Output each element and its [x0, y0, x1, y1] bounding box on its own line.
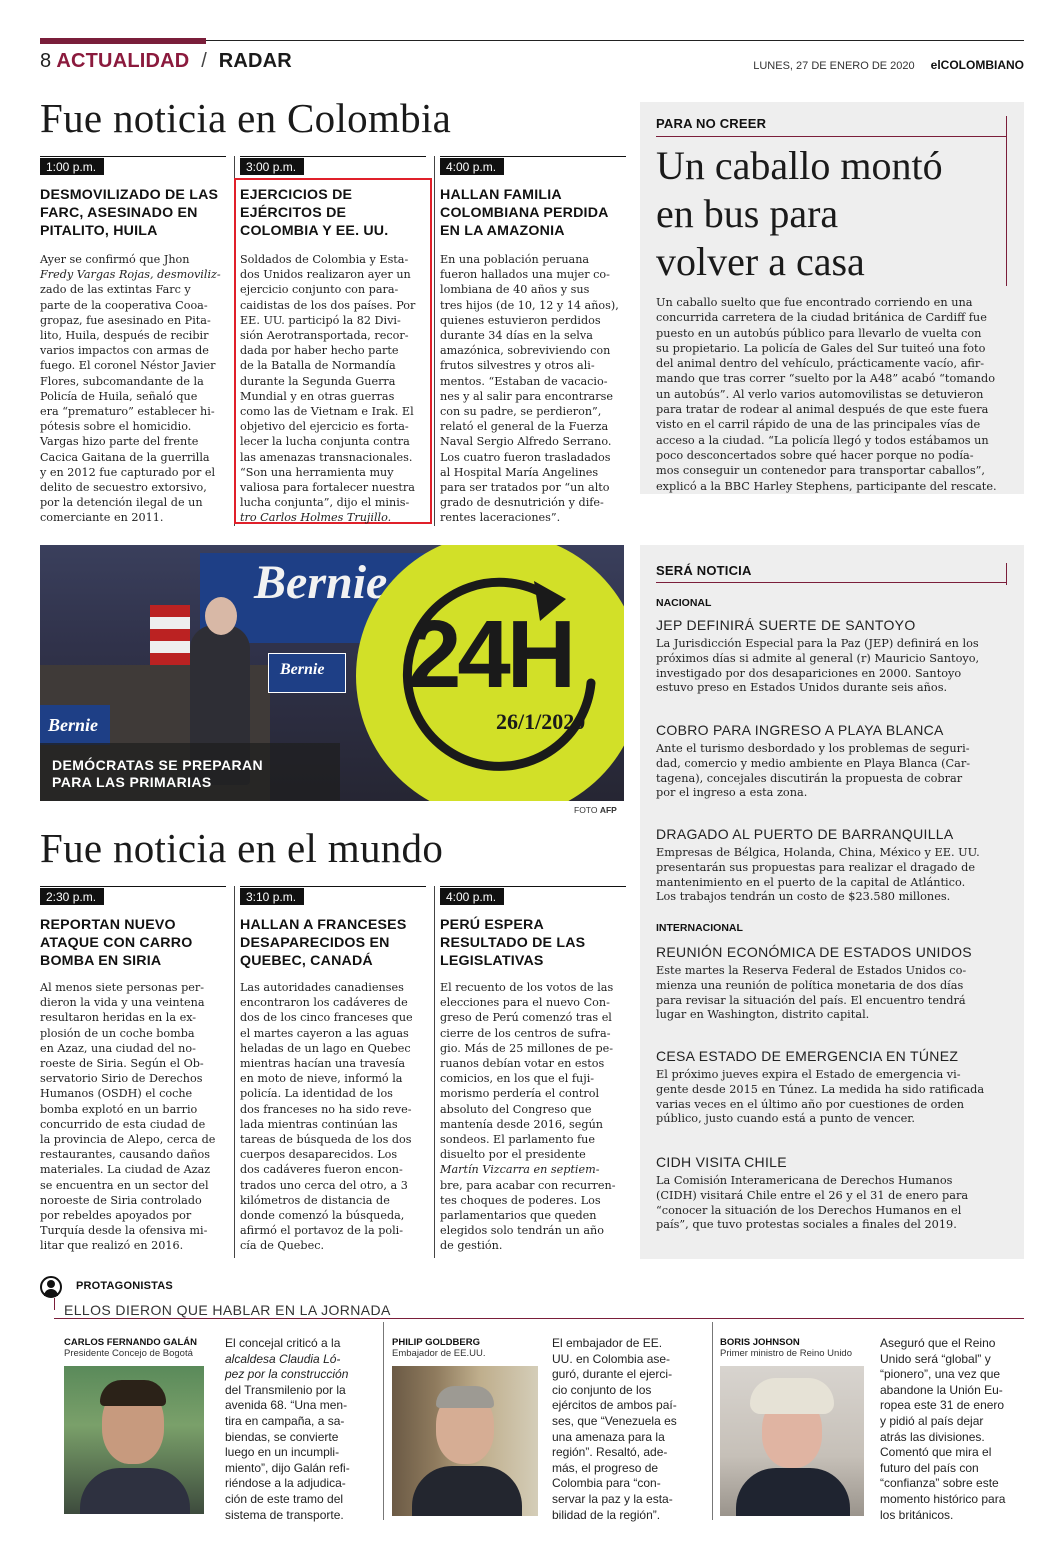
protagonist-card — [392, 1334, 708, 1522]
protagonist-role: Primer ministro de Reino Unido — [720, 1348, 852, 1359]
protagonist-quote: El concejal criticó a la alcaldesa Claudia Ló- pez por la construcción del Transmilenio por la avenida 68. “Una men- tira en campaña, a sa- biendas, se convierte luego en un incumpli- miento”, dijo Galán refi- riéndose a la adjudica- ción de este tramo del sistema de transporte. — [225, 1336, 350, 1522]
headline: REPORTAN NUEVO ATAQUE CON CARRO BOMBA EN SIRIA — [40, 917, 193, 969]
time-tag: 4:00 p.m. — [440, 888, 504, 905]
sera-noticia-label: SERÁ NOTICIA — [656, 563, 752, 578]
para-no-creer-box — [640, 102, 1024, 494]
protagonist-name: PHILIP GOLDBERG — [392, 1337, 480, 1348]
sera-item — [656, 944, 1016, 1023]
article-body: En una población peruana fueron hallados una mujer co- lombiana de 40 años y sus tres hijos (de 10, 12 y 14 años), quienes estuvieron perdidos durante 34 días en la selva amazónica, sobreviviendo con frutos silvestres y otros ali- mentos. “Estaban de vacacio- nes y al salir para encontrarse con su padre, se perdieron”, relató el general de la Fuerza Naval Sergio Alfredo Serrano. Los cuatro fueron trasladados al Hospital María Angelines para ser tratados por “un alto grado de desnutrición y dife- rentes laceraciones”. — [440, 253, 619, 525]
sera-item-body: Este martes la Reserva Federal de Estados Unidos co- mienza una reunión de política monetaria de dos días para revisar la situación del país. El encuentro tendrá lugar en Washington, distrito capital. — [656, 964, 967, 1022]
section-separator: / — [201, 50, 207, 72]
protagonist-photo — [64, 1366, 204, 1514]
protagonist-role: Presidente Concejo de Bogotá — [64, 1348, 193, 1359]
protagonist-divider — [712, 1322, 713, 1520]
time-rule — [440, 886, 626, 887]
time-tag: 2:30 p.m. — [40, 888, 104, 905]
sera-item-title: REUNIÓN ECONÓMICA DE ESTADOS UNIDOS — [656, 944, 972, 960]
label-side-rule — [1006, 116, 1007, 286]
protagonistas-side-rule — [54, 1298, 55, 1310]
article-body: Las autoridades canadienses encontraron los cadáveres de dos de los cinco franceses que el martes cayeron a las aguas heladas de un lago en Quebec mientras hacían una travesía en moto de nieve, informó la policía. La identidad de los dos franceses no ha sido reve- lada mientras continúan las tareas de búsqueda de los dos cuerpos desaparecidos. Los dos cadáveres fueron encon- trados uno cerca del otro, a 3 kilómetros de distancia de donde comenzó la búsqueda, afirmó el portavoz de la poli- cía de Quebec. — [240, 981, 413, 1253]
speaker-head — [205, 597, 237, 635]
sera-item-body: Ante el turismo desbordado y los problemas de seguri- dad, comercio y medio ambiente en Playa Blanca (Car- tagena), concejales discutirán la propuesta de cobrar por el ingreso a esta zona. — [656, 742, 971, 800]
column-divider — [434, 886, 435, 1258]
mundo-col-3 — [440, 886, 626, 1258]
header-accent — [40, 38, 206, 44]
column-divider — [434, 156, 435, 526]
column-divider — [234, 886, 235, 1258]
subsection-name: RADAR — [218, 50, 292, 72]
article-body: Al menos siete personas per- dieron la vida y una veintena resultaron heridas en la ex- plosión de un coche bomba en Azaz, una ciudad del no- roeste de Siria. Según el Ob- servatorio Sirio de Derechos Humanos (OSDH) el coche bomba explotó en un barrio concurrido de esta ciudad de la provincia de Alepo, cerca de restaurantes, causando daños materiales. La ciudad de Azaz se encuentra en un sector del noroeste de Siria controlado por rebeldes apoyados por Turquía desde la ofensiva mi- litar que realizó en 2016. — [40, 981, 216, 1253]
colombia-title: Fue noticia en Colombia — [40, 95, 452, 141]
sera-item-title: CIDH VISITA CHILE — [656, 1154, 787, 1170]
sera-item-body: Empresas de Bélgica, Holanda, China, México y EE. UU. presentarán sus propuestas para realizar el dragado de mantenimiento en el puerto de la capital de Atlántico. Los trabajos tendrán un costo de $23.580 millones. — [656, 846, 980, 904]
colombia-col-2 — [240, 156, 426, 526]
sera-item — [656, 1154, 1016, 1233]
headline: EJERCICIOS DE EJÉRCITOS DE COLOMBIA Y EE. UU. — [240, 187, 389, 239]
badge-date: 26/1/2020 — [496, 709, 586, 734]
colombia-columns — [40, 156, 624, 526]
protagonist-quote: El embajador de EE. UU. en Colombia ase- guró, durante el ejerci- cio conjunto de los ejércitos de ambos paí- ses, que “Venezuela es una amenaza para la región”. Resaltó, ade- más, el progreso de Colombia para “con- servar la paz y la esta- bilidad de la región”. — [552, 1336, 677, 1522]
mundo-col-2 — [240, 886, 426, 1258]
sera-item — [656, 617, 1016, 696]
protagonist-role: Embajador de EE.UU. — [392, 1348, 486, 1359]
section-name: ACTUALIDAD — [56, 50, 190, 72]
sera-item-title: COBRO PARA INGRESO A PLAYA BLANCA — [656, 722, 944, 738]
time-rule — [240, 886, 426, 887]
sera-item — [656, 722, 1016, 801]
protagonist-quote: Aseguró que el Reino Unido será “global” y “pionero”, una vez que abandone la Unión Eu- ropea este 31 de enero y pidió al país dejar atrás las divisiones. Comentó que mira el futuro del país con “confianza” sobre este momento histórico para los británicos. — [880, 1336, 1006, 1522]
photo-credit: FOTO AFP — [574, 805, 617, 815]
header-meta — [753, 58, 1024, 72]
label-rule — [656, 582, 1006, 583]
time-tag: 1:00 p.m. — [40, 158, 104, 175]
mundo-title: Fue noticia en el mundo — [40, 825, 444, 871]
sera-item — [656, 1048, 1016, 1127]
photo-caption: DEMÓCRATAS SE PREPARAN PARA LAS PRIMARIAS — [52, 757, 264, 790]
24h-text: 24H — [408, 601, 573, 708]
time-rule — [240, 156, 426, 157]
protagonistas-subtitle: ELLOS DIERON QUE HABLAR EN LA JORNADA — [64, 1302, 391, 1318]
time-tag: 3:10 p.m. — [240, 888, 304, 905]
protagonist-divider — [383, 1322, 384, 1520]
protagonistas-label: PROTAGONISTAS — [76, 1280, 173, 1292]
page-number: 8 — [40, 50, 52, 72]
mundo-col-1 — [40, 886, 226, 1258]
headline: DESMOVILIZADO DE LAS FARC, ASESINADO EN PITALITO, HUILA — [40, 187, 219, 239]
protagonist-card — [64, 1334, 380, 1522]
sera-item-title: JEP DEFINIRÁ SUERTE DE SANTOYO — [656, 617, 916, 633]
sera-item-body: El próximo jueves expira el Estado de emergencia vi- gente desde 2015 en Túnez. La medida ha sido ratificada varias veces en el último año por cuestiones de orden público, justo cuando está a punto de vencer. — [656, 1068, 985, 1126]
sera-item-body: La Comisión Interamericana de Derechos Humanos (CIDH) visitará Chile entre el 26 y el 31 de enero para “conocer la situación de los Derechos Humanos en el país”, que tuvo protestas sociales a finales del 2019. — [656, 1174, 969, 1232]
sera-item — [656, 826, 1016, 905]
headline: HALLAN FAMILIA COLOMBIANA PERDIDA EN LA AMAZONIA — [440, 187, 609, 239]
mundo-columns — [40, 886, 624, 1258]
time-rule — [440, 156, 626, 157]
protagonist-card — [720, 1334, 1024, 1522]
protagonist-photo — [720, 1366, 864, 1516]
headline: HALLAN A FRANCESES DESAPARECIDOS EN QUEBEC, CANADÁ — [240, 917, 407, 969]
page-header — [40, 50, 292, 73]
label-rule — [656, 136, 1006, 137]
colombia-col-1 — [40, 156, 226, 526]
newspaper-brand: elCOLOMBIANO — [930, 58, 1024, 72]
nacional-label: NACIONAL — [656, 597, 712, 609]
article-body: Soldados de Colombia y Esta- dos Unidos realizaron ayer un ejercicio conjunto con para- caidistas de los dos países. Por EE. UU. participó la 82 Divi- sión Aerotransportada, recor- dada por haber hecho parte de la Batalla de Normandía durante la Segunda Guerra Mundial y en otras guerras como las de Vietnam e Irak. El objetivo del ejercicio es forta- lecer la lucha conjunta contra las amenazas transnacionales. “Son una herramienta muy valiosa para fortalecer nuestra lucha conjunta”, dijo el minis- tro Carlos Holmes Trujillo. — [240, 253, 416, 525]
para-no-creer-headline: Un caballo montó en bus para volver a casa — [656, 143, 943, 284]
issue-date: LUNES, 27 DE ENERO DE 2020 — [753, 60, 915, 72]
sera-item-body: La Jurisdicción Especial para la Paz (JEP) definirá en los próximos días si admite al general (r) Mauricio Santoyo, investigado por dos desapariciones en 2000. Santoyo estuvo preso en Estados Unidos durante seis años. — [656, 637, 980, 695]
banner-text: Bernie — [254, 556, 388, 609]
headline: PERÚ ESPERA RESULTADO DE LAS LEGISLATIVAS — [440, 917, 586, 969]
article-body: Ayer se confirmó que Jhon Fredy Vargas Rojas, desmoviliz- zado de las extintas Farc y parte de la cooperativa Cooa- gropaz, fue asesinado en Pita- lito, Huila, después de recibir varios impactos con armas de fuego. El coronel Néstor Javier Flores, subcomandante de la Policía de Huila, señaló que era “prematuro” establecer hi- pótesis sobre el homicidio. Vargas hizo parte del frente Cacica Gaitana de la guerrilla y en 2012 fue capturado por el delito de secuestro extorsivo, por la detención ilegal de un comerciante en 2011. — [40, 253, 221, 525]
sera-item-title: DRAGADO AL PUERTO DE BARRANQUILLA — [656, 826, 954, 842]
para-no-creer-label: PARA NO CREER — [656, 116, 767, 131]
time-rule — [40, 156, 226, 157]
internacional-label: INTERNACIONAL — [656, 922, 743, 934]
sign-text: Bernie — [280, 661, 325, 678]
time-tag: 4:00 p.m. — [440, 158, 504, 175]
sign-text-left: Bernie — [48, 715, 99, 735]
protagonist-photo — [392, 1366, 538, 1516]
article-body: El recuento de los votos de las elecciones para el nuevo Con- greso de Perú comenzó tras el cierre de los centros de sufra- gio. Más de 25 millones de pe- ruanos debían votar en estos comicios, en los que el fuji- morismo perdería el control absoluto del Congreso que mantenía desde 2016, según sondeos. El parlamento fue disuelto por el presidente Martín Vizcarra en septiem- bre, para acabar con recurren- tes choques de poderes. Los parlamentarios que queden elegidos solo tendrán un año de gestión. — [440, 981, 616, 1253]
time-tag: 3:00 p.m. — [240, 158, 304, 175]
para-no-creer-body: Un caballo suelto que fue encontrado corriendo en una concurrida carretera de la ciudad británica de Cardiff fue puesto en un autobús público para llevarlo de vuelta con su propietario. La policía de Gales del Sur tuiteó una foto del animal dentro del vehículo, prácticamente vacío, afir- mando que tras correr “suelto por la A48” acabó “tomando un autobús”. Al verlo varios automovilistas se detuvieron para tratar de rodear al animal después de que este fuera visto en el carril rápido de una de las principales vías de acceso a la ciudad. “La policía llegó y todos estábamos un poco desconcertados sobre qué hacer porque no podía- mos conseguir un contenedor para transportar caballos”, explicó a la BBC Harley Stephens, participante del rescate. — [656, 296, 997, 493]
label-side-rule — [1006, 563, 1007, 585]
protagonist-name: CARLOS FERNANDO GALÁN — [64, 1337, 197, 1348]
news-photo — [40, 545, 624, 801]
protagonist-name: BORIS JOHNSON — [720, 1337, 800, 1348]
person-icon — [40, 1276, 62, 1298]
sera-noticia-box — [640, 545, 1024, 1259]
colombia-col-3 — [440, 156, 626, 526]
time-rule — [40, 886, 226, 887]
sera-item-title: CESA ESTADO DE EMERGENCIA EN TÚNEZ — [656, 1048, 959, 1064]
protagonistas-rule — [54, 1318, 1024, 1319]
